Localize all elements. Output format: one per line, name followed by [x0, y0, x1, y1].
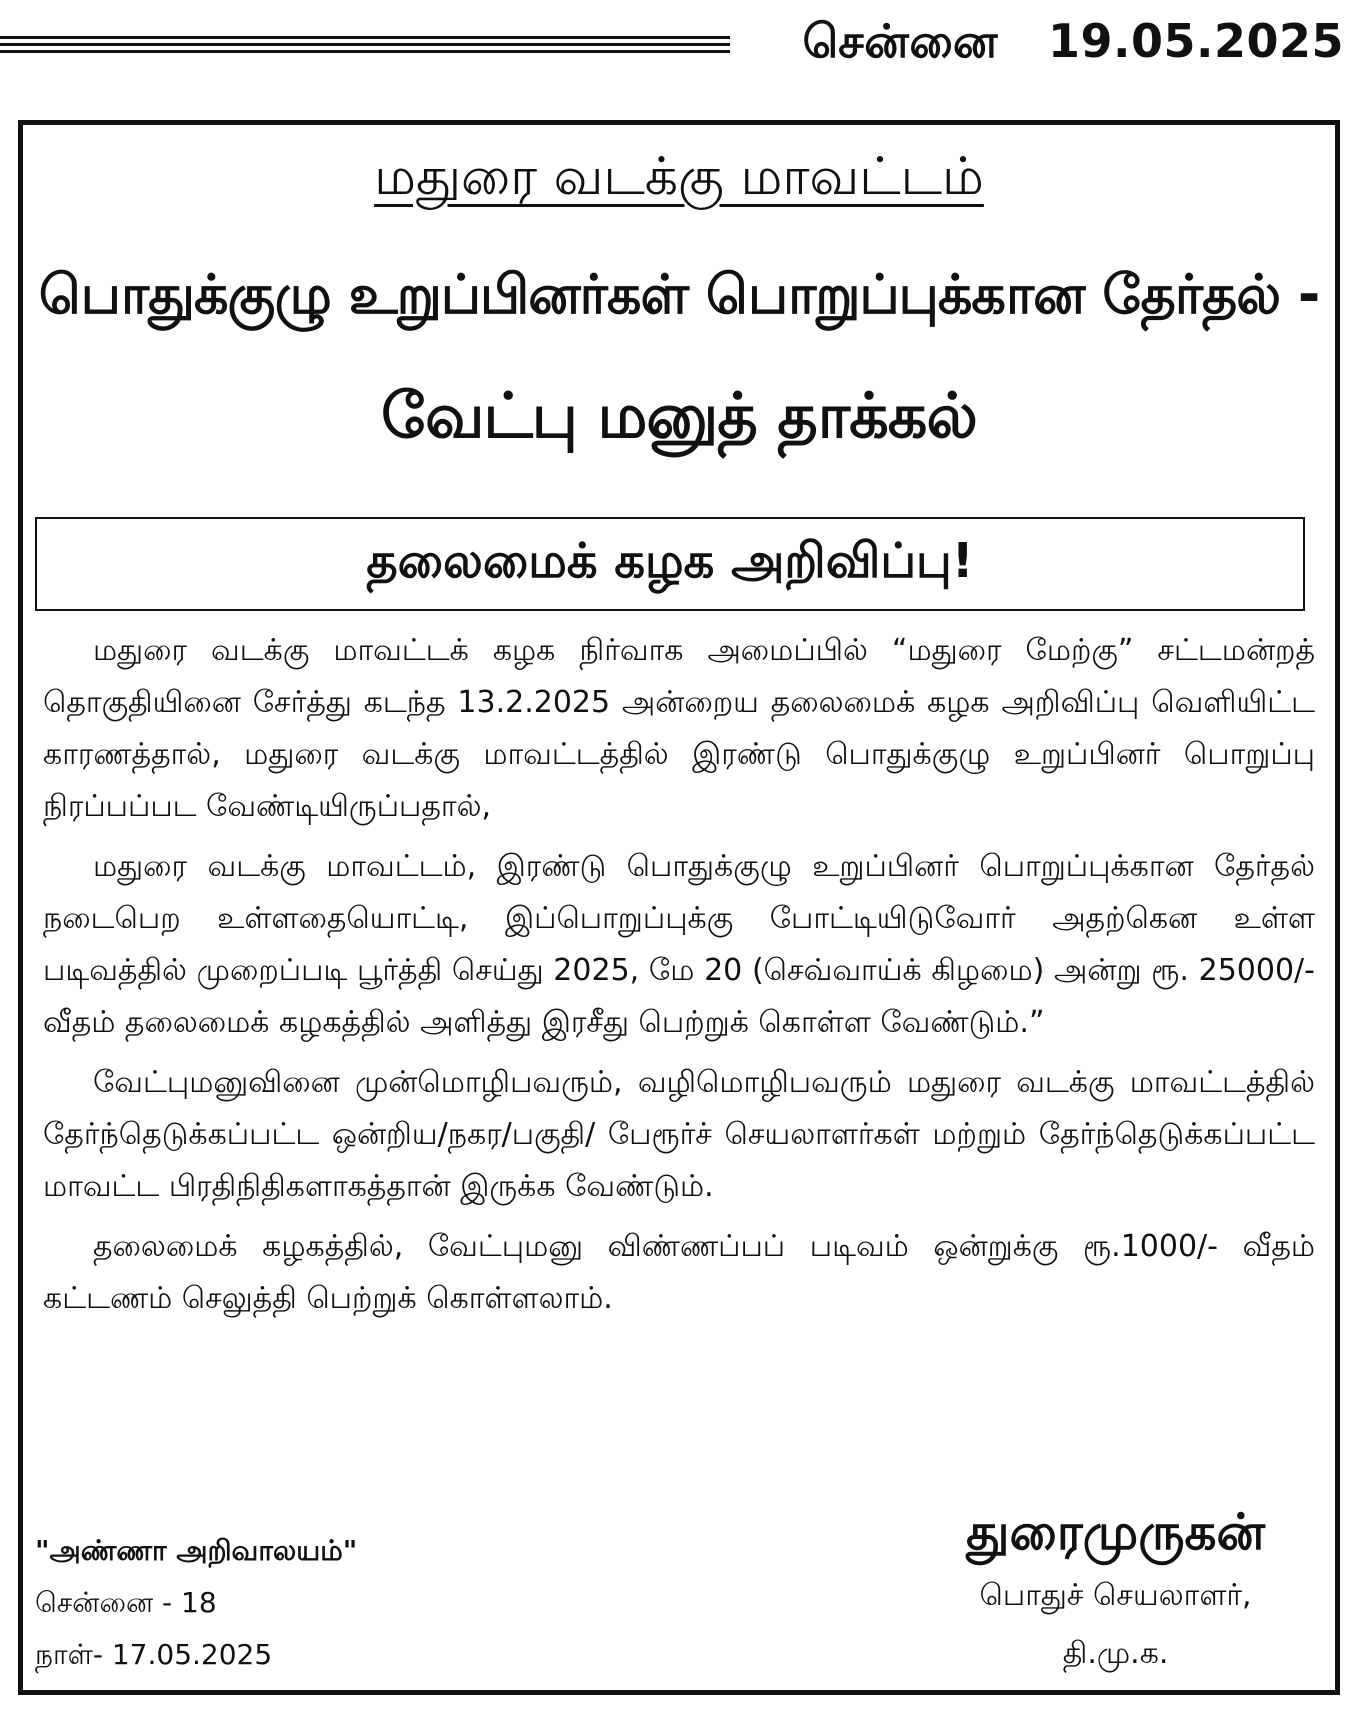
- issue-date: நாள்- 17.05.2025: [35, 1638, 273, 1671]
- office-address: சென்னை - 18: [35, 1586, 217, 1619]
- office-name: "அண்ணா அறிவாலயம்": [35, 1534, 358, 1567]
- header-rule-lines: [0, 36, 730, 57]
- newspaper-header: [0, 0, 1362, 110]
- announcement-title: தலைமைக் கழக அறிவிப்பு!: [366, 533, 974, 589]
- dateline: [802, 14, 1344, 75]
- announcement-box: [35, 517, 1305, 611]
- dateline-date: 19.05.2025: [1047, 14, 1344, 68]
- headline-line-2: வேட்பு மனுத் தாக்கல்: [381, 379, 977, 452]
- district-title: மதுரை வடக்கு மாவட்டம்: [374, 147, 984, 207]
- paragraph-2: மதுரை வடக்கு மாவட்டம், இரண்டு பொதுக்குழு உறுப்பினர் பொறுப்புக்கான தேர்தல் நடைபெற உள்ளதையொட்டி, இப்பொறுப்புக்கு போட்டியிடுவோர் அதற்கென உள்ள படிவத்தில் முறைப்படி பூர்த்தி செய்து 2025, மே 20 (செவ்வாய்க் கிழமை) அன்று ரூ. 25000/-வீதம் தலைமைக் கழகத்தில் அளித்து இரசீது பெற்றுக் கொள்ள வேண்டும்.”: [43, 849, 1315, 1040]
- dateline-city: சென்னை: [802, 14, 998, 68]
- paragraph-3: வேட்புமனுவினை முன்மொழிபவரும், வழிமொழிபவரும் மதுரை வடக்கு மாவட்டத்தில் தேர்ந்தெடுக்கப்பட்ட ஒன்றிய/நகர/பகுதி/ பேரூர்ச் செயலாளர்கள் மற்றும் தேர்ந்தெடுக்கப்பட்ட மாவட்ட பிரதிநிதிகளாகத்தான் இருக்க வேண்டும்.: [43, 1065, 1315, 1204]
- paragraph-1: மதுரை வடக்கு மாவட்டக் கழக நிர்வாக அமைப்பில் “மதுரை மேற்கு” சட்டமன்றத் தொகுதியினை சேர்த்து கடந்த 13.2.2025 அன்றைய தலைமைக் கழக அறிவிப்பு வெளியிட்ட காரணத்தால், மதுரை வடக்கு மாவட்டத்தில் இரண்டு பொதுக்குழு உறுப்பினர் பொறுப்பு நிரப்பப்பட வேண்டியிருப்பதால்,: [43, 633, 1315, 824]
- party-name: தி.மு.க.: [1062, 1636, 1169, 1671]
- signer-designation: பொதுச் செயலாளர்,: [979, 1578, 1252, 1613]
- issuing-office-block: [35, 1525, 357, 1681]
- signer-name: துரைமுருகன்: [966, 1503, 1265, 1561]
- notice-body: [43, 625, 1315, 1333]
- signature-block: [966, 1497, 1265, 1683]
- notice-frame: [18, 120, 1340, 1695]
- paragraph-4: தலைமைக் கழகத்தில், வேட்புமனு விண்ணப்பப் படிவம் ஒன்றுக்கு ரூ.1000/- வீதம் கட்டணம் செலுத்தி பெற்றுக் கொள்ளலாம்.: [43, 1229, 1315, 1316]
- headline-line-1: பொதுக்குழு உறுப்பினர்கள் பொறுப்புக்கான தேர்தல் -: [38, 263, 1320, 326]
